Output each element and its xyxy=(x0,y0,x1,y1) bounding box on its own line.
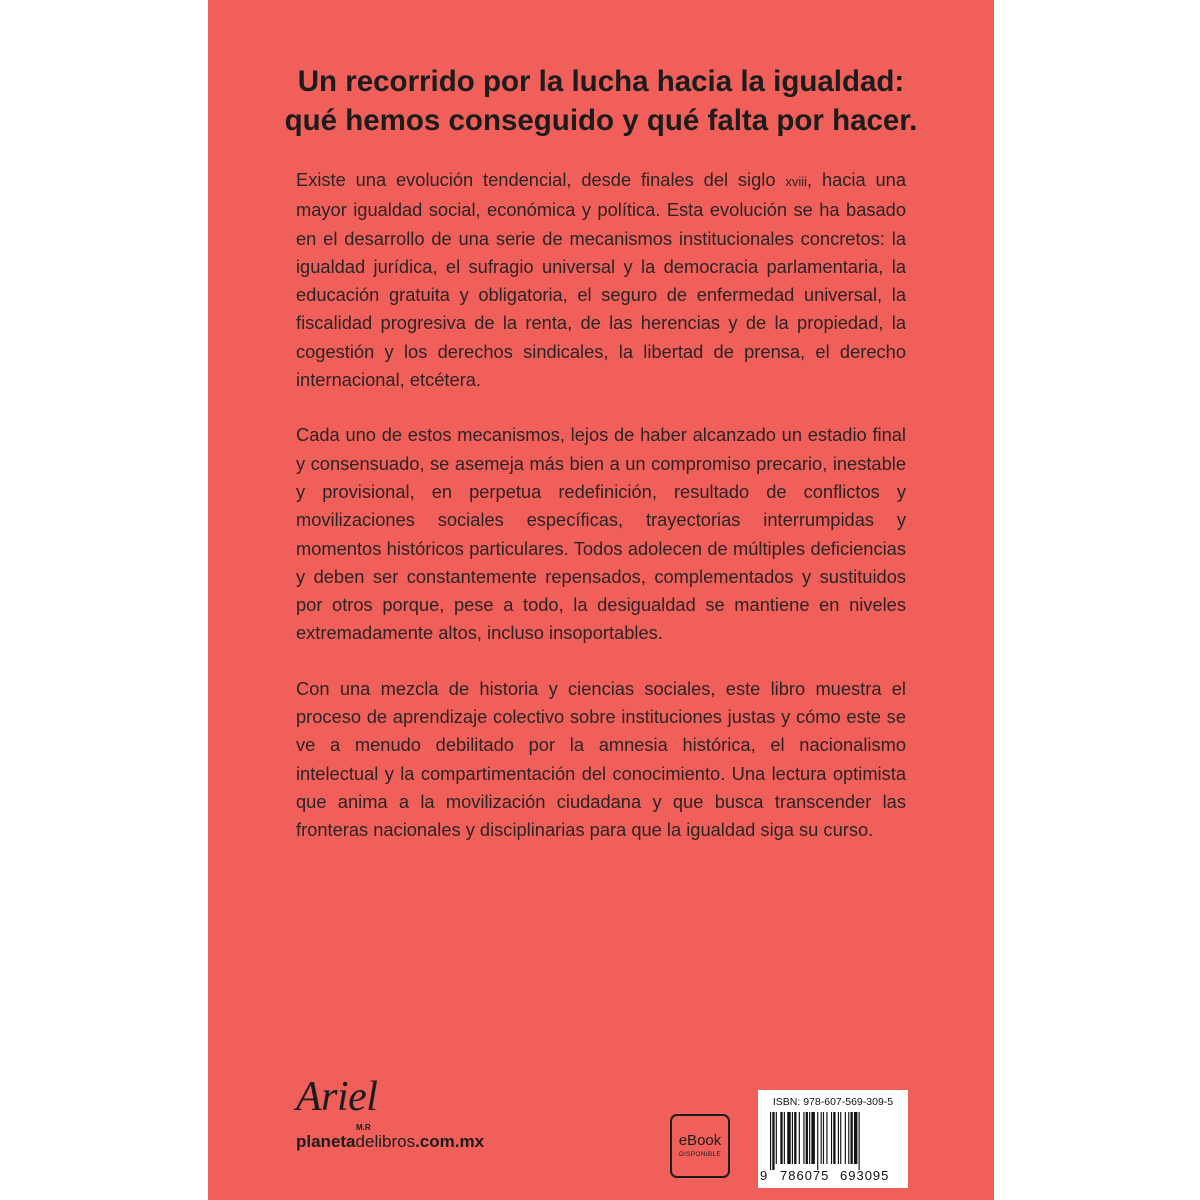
barcode-bar xyxy=(851,1112,853,1164)
paragraph-2: Cada uno de estos mecanismos, lejos de haber alcanzado un estadio final y consensuado, se asemeja más bien a un compromiso precario, inestable y provisional, en perpetua redefinición, resultado de conflictos y movilizaciones sociales específicas, trayectorias interrumpidas y momentos históricos particulares. Todos adolecen de múltiples deficiencias y deben ser constantemente repensados, complementados y sustituidos por otros porque, pese a todo, la desigualdad se mantiene en niveles extremadamente altos, incluso insoportables. xyxy=(296,424,906,644)
isbn-barcode-box xyxy=(758,1090,908,1188)
headline-line-2: qué hemos conseguido y qué falta por hacer. xyxy=(284,104,918,137)
barcode-bar xyxy=(806,1112,808,1164)
publisher-logo xyxy=(296,1074,496,1132)
barcode-bar xyxy=(792,1112,793,1164)
isbn-label: ISBN: 978-607-569-309-5 xyxy=(772,1096,894,1108)
paragraph-1-start: Existe una evolución tendencial, desde finales del siglo xyxy=(296,169,786,190)
barcode-bar xyxy=(817,1112,818,1170)
barcode-bar xyxy=(821,1112,822,1164)
barcode-bar xyxy=(776,1112,777,1164)
headline-line-1: Un recorrido por la lucha hacia la igualdad: xyxy=(297,65,905,98)
website-part-2: delibros xyxy=(355,1132,416,1151)
barcode-bar xyxy=(809,1112,810,1164)
website-part-1: planeta xyxy=(296,1132,356,1151)
publisher-website xyxy=(296,1132,484,1152)
headline xyxy=(208,62,994,140)
ebook-label: eBook xyxy=(678,1132,722,1149)
barcode-bar xyxy=(780,1112,782,1164)
barcode-bar xyxy=(859,1112,860,1170)
barcode-digits-left: 786075 xyxy=(780,1168,830,1183)
barcode-bar xyxy=(811,1112,814,1164)
barcode-bar xyxy=(823,1112,824,1164)
barcode-bar xyxy=(840,1112,841,1164)
barcode-bar xyxy=(833,1112,835,1164)
paragraph-3: Con una mezcla de historia y ciencias sociales, este libro muestra el proceso de aprendizaje colectivo sobre instituciones justas y cómo este se ve a menudo debilitado por la amnesia histórica, el nacionalismo intelectual y la compartimentación del conocimiento. Una lectura optimista que anima a la movilización ciudadana y que busca transcender las fronteras nacionales y disciplinarias para que la igualdad siga su curso. xyxy=(296,677,906,841)
paragraph-1 xyxy=(296,166,906,394)
blurb xyxy=(296,166,906,872)
website-part-3: .com.mx xyxy=(415,1132,485,1151)
back-cover xyxy=(208,0,994,1200)
barcode-bar xyxy=(799,1112,800,1164)
ariel-logo: Ariel xyxy=(296,1074,378,1120)
barcode-bar xyxy=(803,1112,804,1164)
barcode-bar xyxy=(826,1112,827,1164)
barcode-bar xyxy=(772,1112,774,1170)
barcode-bar xyxy=(770,1112,771,1170)
paragraph-1-rest: , hacia una mayor igualdad social, económica y política. Esta evolución se ha basado en el desarrollo de una serie de mecanismos institucionales concretos: la igualdad jurídica, el sufragio universal y la democracia parlamentaria, la educación gratuita y obligatoria, el seguro de enfermedad universal, la fiscalidad progresiva de la renta, de las herencias y de la propiedad, la cogestión y los derechos sindicales, la libertad de prensa, el derecho internacional, etcétera. xyxy=(296,169,906,391)
barcode-bar xyxy=(831,1112,832,1164)
barcode-bar xyxy=(784,1112,785,1164)
barcode-bar xyxy=(854,1112,857,1164)
barcode-bar xyxy=(794,1112,796,1164)
century-numeral: xviii xyxy=(785,174,808,189)
barcode-bar xyxy=(787,1112,790,1164)
ebook-sublabel: DISPONIBLE xyxy=(678,1151,721,1158)
barcode-bar xyxy=(845,1112,846,1164)
barcode-lead-digit: 9 xyxy=(760,1168,769,1183)
registered-mark: M.R xyxy=(356,1123,371,1132)
barcode-digits-right: 693095 xyxy=(840,1168,890,1183)
barcode-icon xyxy=(766,1112,900,1170)
barcode-bar xyxy=(838,1112,839,1164)
barcode-bar xyxy=(848,1112,849,1164)
ebook-badge xyxy=(670,1114,730,1178)
